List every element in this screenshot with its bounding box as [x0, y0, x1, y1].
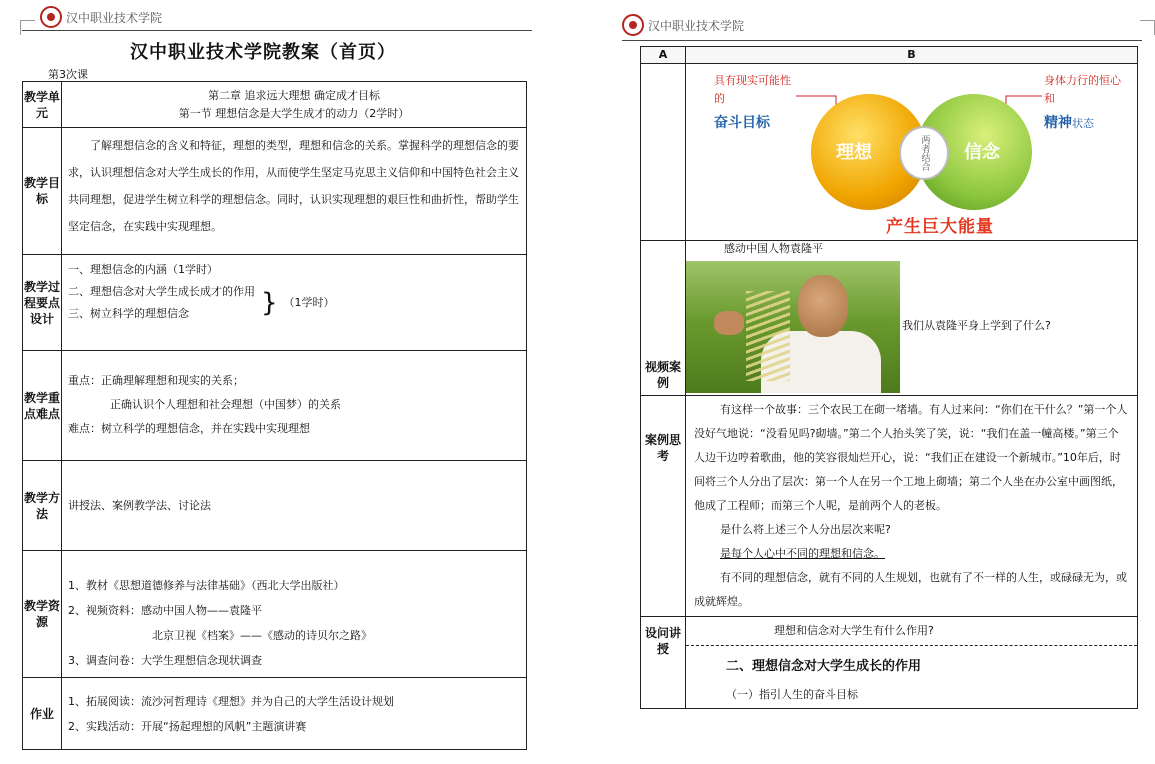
- ask-question: 理想和信念对大学生有什么作用?: [686, 617, 1137, 646]
- process-hours: （1学时）: [283, 296, 335, 309]
- ideal-word: 理想: [836, 142, 872, 163]
- row-label-process: 教学过程要点设计: [23, 255, 62, 351]
- case-conclusion: 有不同的理想信念，就有不同的人生规划，也就有了不一样的人生，或碌碌无为，或成就辉煌。: [694, 571, 1127, 608]
- left-logo: [40, 6, 162, 28]
- college-seal-icon: [40, 6, 62, 28]
- process-item-1: 一、理想信念的内涵（1学时）: [68, 263, 218, 276]
- methods-text: 讲授法、案例教学法、讨论法: [68, 498, 211, 512]
- section-heading: 二、理想信念对大学生成长的作用: [726, 659, 922, 674]
- case-label: 案例思考: [641, 396, 686, 617]
- methods-cell: [62, 461, 527, 551]
- objectives-cell: [62, 128, 527, 255]
- process-item-2: 二、理想信念对大学生成长成才的作用: [68, 285, 255, 298]
- page-title: 汉中职业技术学院教案（首页）: [130, 42, 396, 63]
- right-header-rule: [622, 40, 1142, 41]
- photo-rice-grain: [746, 291, 790, 381]
- process-cell: [62, 255, 527, 351]
- ann-right-bold: 精神: [1044, 115, 1072, 131]
- video-label: 视频案例: [641, 241, 686, 396]
- lesson-body-table: [640, 46, 1138, 709]
- column-a-header: A: [641, 47, 686, 64]
- process-item-3: 三、树立科学的理想信念: [68, 307, 189, 320]
- row-label-methods: 教学方法: [23, 461, 62, 551]
- resources-cell: [62, 551, 527, 678]
- ask-label: 设问讲授: [641, 617, 686, 709]
- ann-left-text: 具有现实可能性的: [714, 74, 791, 105]
- photo-hand: [714, 311, 744, 335]
- keypoints-cell: [62, 351, 527, 461]
- lesson-number: 第3次课: [48, 68, 88, 81]
- resource-line-3: 北京卫视《档案》——《感动的诗贝尔之路》: [152, 629, 372, 642]
- ann-left-bold: 奋斗目标: [714, 115, 770, 131]
- ann-right-text: 身体力行的恒心和: [1044, 74, 1121, 105]
- homework-cell: [62, 678, 527, 750]
- resource-line-2: 2、视频资料：感动中国人物——袁隆平: [68, 604, 262, 617]
- subsection-heading: （一）指引人生的奋斗目标: [726, 688, 858, 701]
- row-label-keypoints: 教学重点难点: [23, 351, 62, 461]
- belief-word: 信念: [964, 142, 1000, 163]
- left-header-rule: [22, 30, 532, 31]
- right-crop-mark: [1140, 20, 1155, 35]
- row-label-homework: 作业: [23, 678, 62, 750]
- diagram-cell: [686, 64, 1138, 241]
- yuan-longping-photo: [686, 261, 900, 393]
- right-logo-text: 汉中职业技术学院: [648, 18, 745, 33]
- objectives-text: 了解理想信念的含义和特征，理想的类型，理想和信念的关系。掌握科学的理想信念的要求，认识理想信念对大学生成长的作用，从而使学生坚定马克思主义信仰和中国特色社会主义共同理想，促进学生树立科学的理想信念。同时，认识实现理想的艰巨性和曲折性，帮助学生坚定信念，在实践中实现理想。: [68, 139, 519, 233]
- row-label-objectives: 教学目标: [23, 128, 62, 255]
- video-cell: [686, 241, 1138, 396]
- column-b-header: B: [686, 47, 1138, 64]
- keypoint-line-3: 难点：树立科学的理想信念，并在实践中实现理想: [68, 422, 310, 435]
- resource-line-4: 3、调查问卷：大学生理想信念现状调查: [68, 654, 262, 667]
- homework-line-1: 1、拓展阅读：流沙河哲理诗《理想》并为自己的大学生活设计规划: [68, 694, 394, 708]
- video-title: 感动中国人物袁隆平: [724, 242, 823, 255]
- homework-line-2: 2、实践活动：开展“扬起理想的风帆”主题演讲赛: [68, 719, 307, 733]
- case-story: 有这样一个故事：三个农民工在砌一堵墙。有人过来问：“你们在干什么？”第一个人没好气地说：“没看见吗?砌墙。”第二个人抬头笑了笑，说：“我们在盖一幢高楼。”第三个人边干边哼着歌曲，他的笑容很灿烂开心，说：“我们正在建设一个新城市。”10年后，时间将三个人分出了层次：第一个人在另一个工地上砌墙；第二个人坐在办公室中画图纸，他成了工程师；而第三个人呢，是前两个人的老板。: [694, 403, 1128, 512]
- video-question: 我们从袁隆平身上学到了什么?: [902, 319, 1051, 332]
- case-cell: [686, 396, 1138, 617]
- ask-cell: [686, 617, 1138, 709]
- case-answer: 是每个人心中不同的理想和信念。: [720, 547, 885, 560]
- left-crop-mark: [20, 20, 35, 35]
- chapter-title: 第二章 追求远大理想 确定成才目标: [208, 89, 380, 102]
- right-logo: [622, 14, 744, 36]
- row-label-unit: 教学单元: [23, 82, 62, 128]
- energy-caption: 产生巨大能量: [886, 217, 994, 237]
- ann-right-tail: 状态: [1072, 117, 1094, 130]
- photo-face: [798, 275, 848, 337]
- keypoint-line-2: 正确认识个人理想和社会理想（中国梦）的关系: [110, 398, 341, 411]
- row-label-resources: 教学资源: [23, 551, 62, 678]
- college-seal-icon: [622, 14, 644, 36]
- keypoint-line-1: 重点：正确理解理想和现实的关系；: [68, 374, 244, 387]
- ideal-belief-diagram: [686, 64, 1137, 240]
- left-logo-text: 汉中职业技术学院: [66, 10, 163, 25]
- section-title: 第一节 理想信念是大学生成才的动力（2学时）: [178, 107, 410, 120]
- brace-glyph: }: [261, 288, 278, 318]
- combine-label: 两者结合: [899, 126, 949, 180]
- case-question: 是什么将上述三个人分出层次来呢?: [720, 523, 891, 536]
- resource-line-1: 1、教材《思想道德修养与法律基础》（西北大学出版社）: [68, 579, 345, 592]
- lesson-plan-table: [22, 81, 527, 750]
- diagram-label-cell: [641, 64, 686, 241]
- unit-cell: [62, 82, 527, 128]
